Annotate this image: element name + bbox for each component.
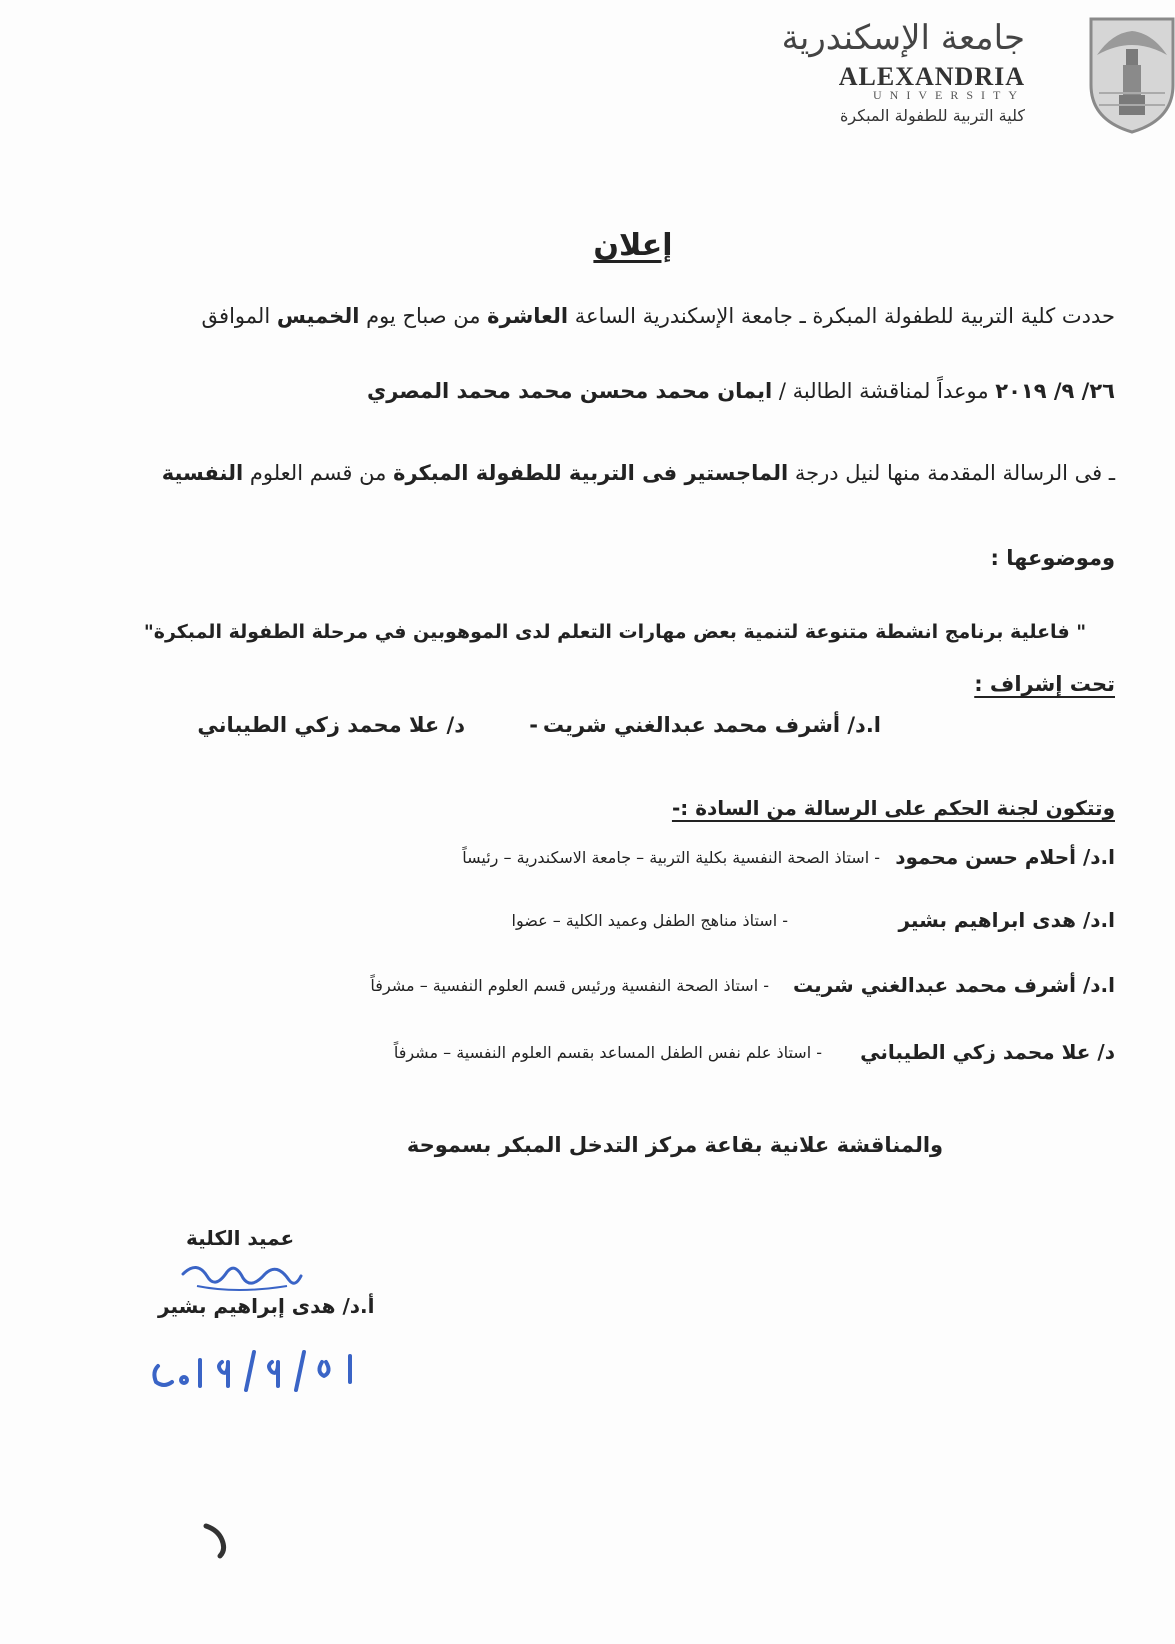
announcement-line-2: ٢٦/ ٩/ ٢٠١٩ موعداً لمناقشة الطالبة / ايمان محمد محسن محمد محمد المصري (367, 379, 1115, 403)
faculty-name: كلية التربية للطفولة المبكرة (840, 106, 1025, 125)
announcement-title: إعلان (593, 228, 673, 263)
dean-signature (177, 1256, 307, 1296)
thesis-topic: " فاعلية برنامج انشطة متنوعة لتنمية بعض مهارات التعلم لدى الموهوبين في مرحلة الطفولة المبكرة" (143, 621, 1087, 643)
subject-label: وموضوعها : (990, 546, 1115, 570)
committee-member-role: - استاذ علم نفس الطفل المساعد بقسم العلوم النفسية – مشرفاً (393, 1043, 822, 1062)
announcement-line-3: ـ فى الرسالة المقدمة منها لنيل درجة الماجستير فى التربية للطفولة المبكرة من قسم العلوم النفسية (161, 461, 1115, 485)
announcement-line-1: حددت كلية التربية للطفولة المبكرة ـ جامعة الإسكندرية الساعة العاشرة من صباح يوم الخميس الموافق (201, 304, 1115, 328)
committee-member-name: د/ علا محمد زكي الطيباني (860, 1040, 1115, 1064)
committee-label: وتتكون لجنة الحكم على الرسالة من السادة :- (671, 796, 1115, 820)
supervision-label: تحت إشراف : (974, 672, 1115, 696)
dean-name: أ.د/ هدى إبراهيم بشير (158, 1294, 375, 1318)
supervisor-1: ا.د/ أشرف محمد عبدالغني شريت (542, 713, 881, 737)
committee-member-role: - استاذ الصحة النفسية بكلية التربية – جامعة الاسكندرية – رئيساً (462, 848, 880, 867)
supervisor-separator: - (529, 713, 538, 737)
ink-smudge (200, 1520, 240, 1560)
supervisor-2: د/ علا محمد زكي الطيباني (197, 713, 465, 737)
university-name-english: ALEXANDRIA (838, 62, 1025, 91)
committee-member-role: - استاذ الصحة النفسية ورئيس قسم العلوم النفسية – مشرفاً (370, 976, 769, 995)
university-subtitle: UNIVERSITY (873, 88, 1025, 102)
committee-member-name: ا.د/ أحلام حسن محمود (895, 845, 1115, 869)
dean-title: عميد الكلية (186, 1226, 295, 1250)
university-name-arabic: جامعة الإسكندرية (781, 18, 1025, 58)
committee-member-name: ا.د/ هدى ابراهيم بشير (898, 908, 1115, 932)
committee-member-role: - استاذ مناهج الطفل وعميد الكلية – عضوا (511, 911, 788, 930)
committee-member-name: ا.د/ أشرف محمد عبدالغني شريت (792, 973, 1115, 997)
handwritten-date (148, 1342, 378, 1394)
discussion-venue: والمناقشة علانية بقاعة مركز التدخل المبكر بسموحة (406, 1133, 944, 1157)
university-crest-logo (1087, 15, 1175, 135)
